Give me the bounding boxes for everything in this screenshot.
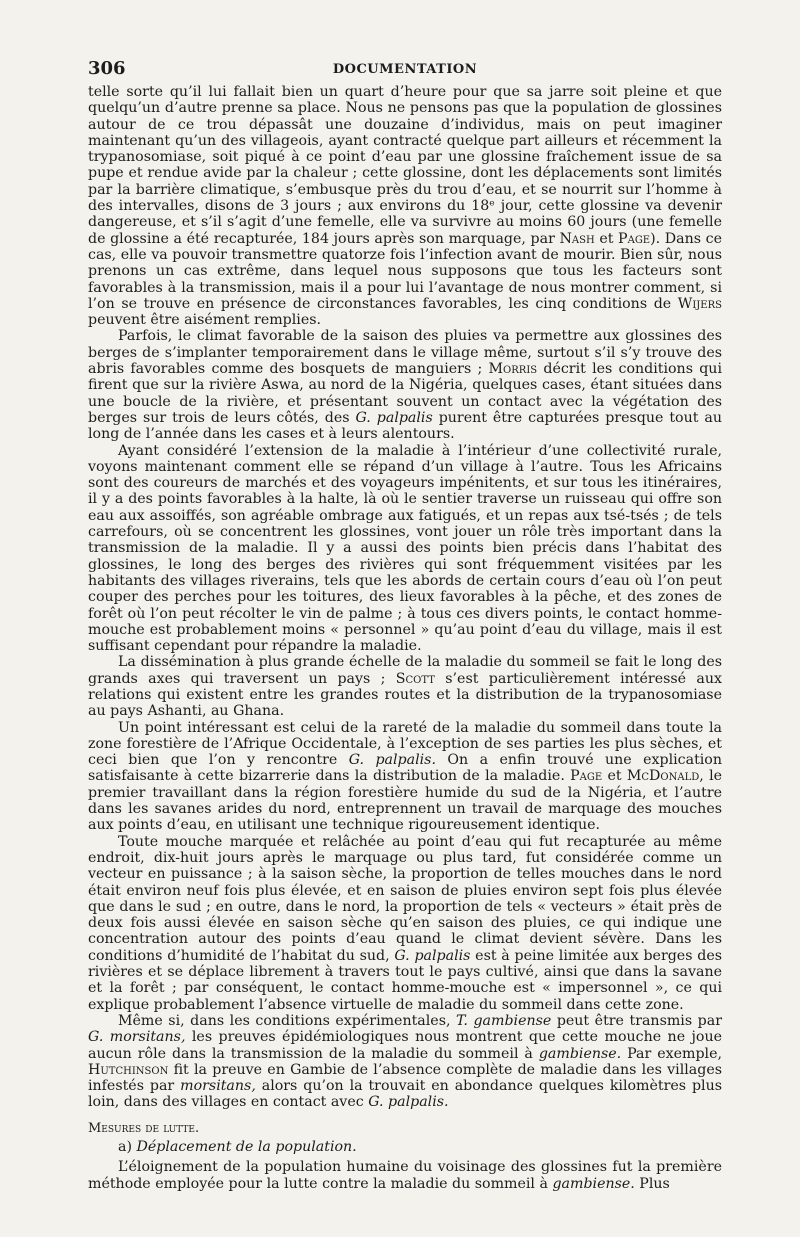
text-run: ). Dans ce cas, elle va pouvoir transmettre quatorze fois l’infection avant de mourir. Bien sûr, nous prenons un cas extrême, dans lequel nous supposons que tous les facteurs sont favorables à la transmission, mais il a pour lui l’avantage de nous montrer comment, si l’on se trouve en présence de circonstances favorables, les cinq conditions de: [88, 230, 722, 312]
author-name: Hutchinson: [88, 1061, 169, 1078]
page-header: [88, 58, 722, 84]
section-heading: Mesures de lutte.: [88, 1120, 200, 1136]
text-run: On a enfin trouvé une explication satisfaisante à cette bizarrerie dans la distribution de la maladie.: [88, 752, 722, 785]
sub-heading-title: Déplacement de la population.: [136, 1139, 357, 1155]
author-name: Scott: [395, 670, 435, 687]
author-name: McDonald: [626, 768, 700, 785]
text-run: Toute mouche marquée et relâchée au point d’eau qui fut recapturée au même endroit, dix-huit jours après le marquage ou plus tard, fut considérée comme un vecteur en puissance ; à la saison sèche, la proportion de telles mouches dans le nord était environ neuf fois plus élevée, et en saison de pluies environ sept fois plus élevée que dans le sud ; en outre, dans le nord, la proportion de tels « vecteurs » était près de deux fois aussi élevée en saison sèche qu’en saison des pluies, ce qui indique une concentration autour des points d’eau quand le climat devient sévère. Dans les conditions d’humidité de l’habitat du sud,: [88, 833, 722, 964]
text-run: alors qu’on la trouvait en abondance quelques kilomètres plus loin, dans des villages en contact avec: [88, 1078, 722, 1111]
text-run: La dissémination à plus grande échelle de la maladie du sommeil se fait le long des grands axes qui traversent un pays ;: [88, 654, 722, 687]
author-name: Nash: [559, 230, 595, 247]
text-run: les preuves épidémiologiques nous montrent que cette mouche ne joue aucun rôle dans la transmission de la maladie du sommeil à: [88, 1029, 722, 1062]
text-run: est à peine limitée aux berges des rivières et se déplace librement à travers tout le pays cultivé, ainsi que dans la savane et la forêt ; par conséquent, le contact homme-mouche est « impersonnel », ce qui explique probablement l’absence virtuelle de maladie du sommeil dans cette zone.: [88, 947, 722, 1013]
paragraph: [88, 834, 722, 1013]
author-name: Wijers: [677, 295, 722, 312]
text-run: , le premier travaillant dans la région forestière humide du sud de la Nigéria, et l’autre dans les savanes arides du nord, entreprennent un travail de marquage des mouches aux points d’eau, en utilisant une technique rigoureusement identique.: [88, 768, 722, 834]
italic-term: G. palpalis: [355, 409, 433, 426]
italic-term: G. palpalis.: [368, 1094, 449, 1111]
paragraph: [88, 654, 722, 719]
text-run: s’est particulièrement intéressé aux relations qui existent entre les grandes routes et la distribution de la trypanosomiase au pays Ashanti, au Ghana.: [88, 670, 723, 720]
text-run: L’éloignement de la population humaine du voisinage des glossines fut la première méthode employée pour la lutte contre la maladie du sommeil à: [88, 1159, 722, 1192]
italic-term: T. gambiense: [456, 1012, 552, 1029]
author-name: Page: [570, 768, 603, 785]
document-page: [88, 58, 722, 1192]
sub-heading: [88, 1139, 722, 1155]
text-run: peuvent être aisément remplies.: [88, 312, 322, 329]
text-run: Plus: [634, 1175, 670, 1192]
running-title: DOCUMENTATION: [332, 62, 478, 77]
italic-term: G. morsitans,: [88, 1029, 186, 1046]
text-run: Par exemple,: [621, 1045, 722, 1062]
text-run: décrit les conditions qui firent que sur la rivière Aswa, au nord de la Nigéria, quelques cases, étant situées dans une boucle de la rivière, et présentant souvent un contact avec la végétation des berges sur trois de leurs côtés, des: [88, 361, 722, 426]
italic-term: G. palpalis: [394, 947, 471, 964]
text-run: et: [594, 230, 619, 247]
text-run: purent être capturées presque tout au long de l’année dans les cases et à leurs alentours.: [88, 409, 722, 443]
text-run: Même si, dans les conditions expérimentales,: [118, 1012, 457, 1029]
paragraph: [88, 328, 722, 442]
italic-term: gambiense.: [538, 1045, 622, 1062]
text-run: fit la preuve en Gambie de l’absence complète de maladie dans les villages infestés par: [88, 1061, 722, 1095]
text-run: Parfois, le climat favorable de la saison des pluies va permettre aux glossines des berges de s’implanter temporairement dans le village même, surtout s’il s’y trouve des abris favorables comme des bosquets de manguiers ;: [88, 328, 722, 378]
text-run: telle sorte qu’il lui fallait bien un quart d’heure pour que sa jarre soit pleine et que quelqu’un d’autre prenne sa place. Nous ne pensons pas que la population de glossines autour de ce trou dépassât une douzaine d’individus, mais on peut imaginer maintenant qu’un des villageois, ayant contracté quelque part ailleurs et récemment la trypanosomiase, soit piqué à ce point d’eau par une glossine fraîchement issue de sa pupe et rendue avide par la chaleur ; cette glossine, dont les déplacements sont limités par la barrière climatique, s’embusque près du trou d’eau, et se nourrit sur l’homme à des intervalles, disons de 3 jours ; aux environs du 18ᵉ jour, cette glossine va devenir dangereuse, et s’il s’agit d’une femelle, elle va survivre au moins 60 jours (une femelle de glossine a été recapturée, 184 jours après son marquage, par: [88, 84, 722, 247]
paragraph: [88, 84, 722, 328]
author-name: Morris: [488, 361, 538, 378]
text-run: Ayant considéré l’extension de la maladie à l’intérieur d’une collectivité rurale, voyons maintenant comment elle se répand d’un village à l’autre. Tous les Africains sont des coureurs de marchés et des voyageurs impénitents, et sur tous les itinéraires, il y a des points favorables à la halte, là où le sentier traverse un ruisseau qui offre son eau aux assoiffés, son agréable ombrage aux fatigués, et un repas aux tsé-tsés ; de tels carrefours, où se concentrent les glossines, vont jouer un rôle très important dans la transmission de la maladie. Il y a aussi des points bien précis dans l’habitat des glossines, le long des berges des rivières qui sont fréquemment visitées par les habitants des villages riverains, tels que les abords de certain cours d’eau où l’on peut couper des perches pour les toitures, des lieux favorables à la pêche, et des zones de forêt où l’on peut récolter le vin de palme ; à tous ces divers points, le contact homme-mouche est probablement moins « personnel » qu’au point d’eau du village, mais il est suffisant cependant pour répandre la maladie.: [88, 442, 722, 655]
paragraph: [88, 720, 722, 834]
body-text: [88, 84, 722, 1192]
text-run: Un point intéressant est celui de la rareté de la maladie du sommeil dans toute la zone forestière de l’Afrique Occidentale, à l’exception de ses parties les plus sèches, et ceci bien que l’on y rencontre: [88, 719, 722, 769]
final-paragraph: [88, 1159, 722, 1192]
sub-heading-label: a): [118, 1139, 132, 1155]
page-number: 306: [88, 58, 126, 79]
italic-term: gambiense.: [552, 1175, 635, 1192]
text-run: peut être transmis par: [551, 1012, 722, 1029]
italic-term: morsitans,: [180, 1078, 256, 1095]
paragraph: [88, 1013, 722, 1111]
author-name: Page: [618, 230, 651, 247]
text-run: et: [602, 768, 627, 785]
paragraph: [88, 443, 722, 655]
italic-term: G. palpalis.: [348, 752, 436, 769]
